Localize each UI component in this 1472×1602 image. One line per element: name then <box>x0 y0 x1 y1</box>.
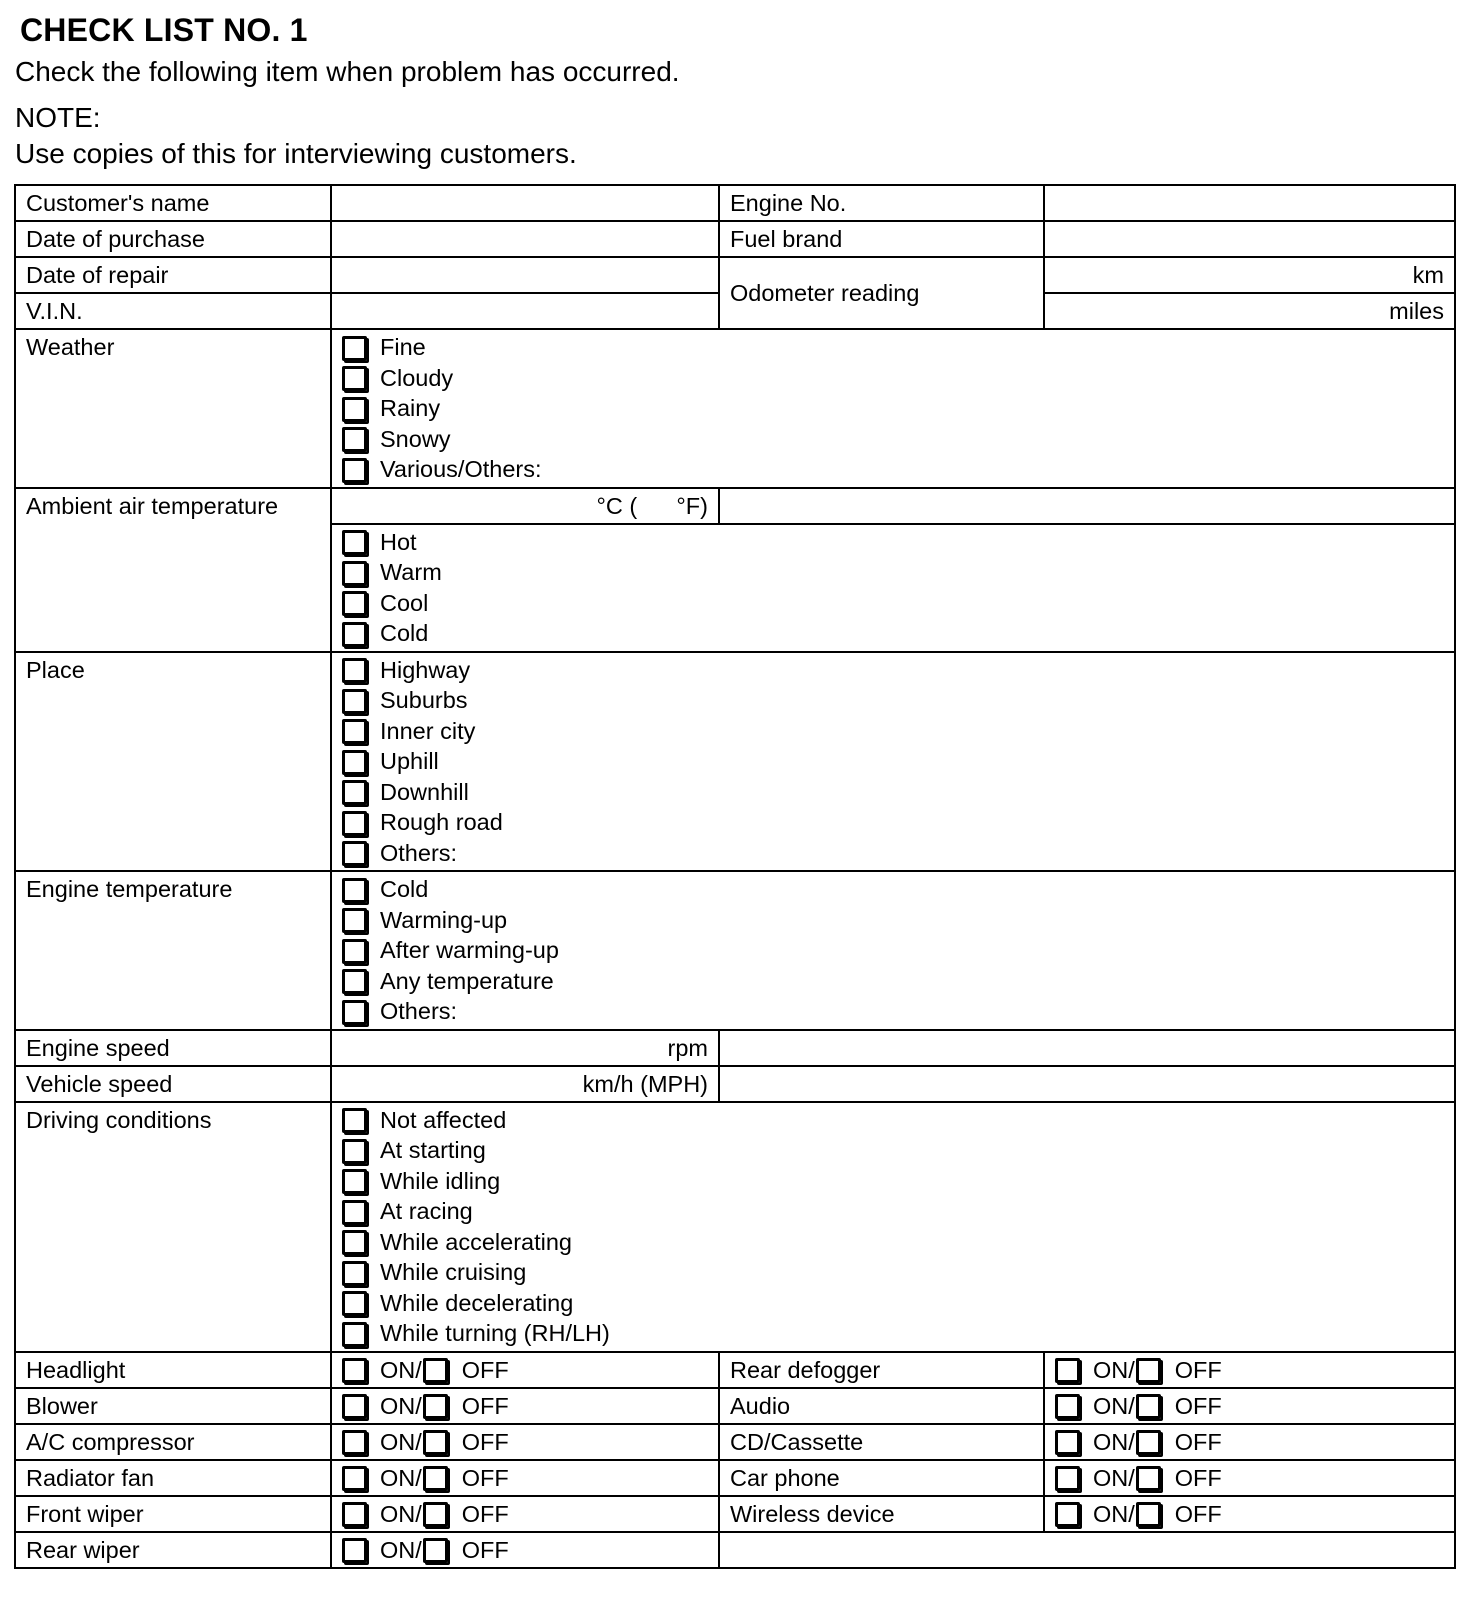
odometer-km-field[interactable]: km <box>1044 257 1455 293</box>
customers-name-field[interactable] <box>331 185 719 221</box>
ambient-option[interactable]: Cool <box>342 588 1444 619</box>
checkbox-icon[interactable] <box>342 561 367 586</box>
on-checkbox-icon[interactable] <box>342 1538 367 1563</box>
on-checkbox-icon[interactable] <box>1055 1502 1080 1527</box>
off-checkbox-icon[interactable] <box>423 1538 448 1563</box>
rear-defogger-onoff: ON/ OFF <box>1044 1352 1455 1388</box>
checkbox-icon[interactable] <box>342 908 367 933</box>
car-phone-onoff: ON/ OFF <box>1044 1460 1455 1496</box>
weather-options <box>331 329 1455 488</box>
on-checkbox-icon[interactable] <box>342 1466 367 1491</box>
rear-wiper-onoff: ON/ OFF <box>331 1532 719 1568</box>
driving-option[interactable]: While accelerating <box>342 1227 1444 1258</box>
off-checkbox-icon[interactable] <box>1136 1430 1161 1455</box>
date-of-repair-label: Date of repair <box>15 257 331 293</box>
engine-no-field[interactable] <box>1044 185 1455 221</box>
on-checkbox-icon[interactable] <box>1055 1430 1080 1455</box>
headlight-onoff: ON/ OFF <box>331 1352 719 1388</box>
radiator-fan-label: Radiator fan <box>15 1460 331 1496</box>
engine-speed-blank <box>719 1030 1455 1066</box>
checkbox-icon[interactable] <box>342 1139 367 1164</box>
checkbox-icon[interactable] <box>342 1169 367 1194</box>
driving-option[interactable]: While cruising <box>342 1257 1444 1288</box>
vin-label: V.I.N. <box>15 293 331 329</box>
checkbox-icon[interactable] <box>342 530 367 555</box>
ac-compressor-label: A/C compressor <box>15 1424 331 1460</box>
engine-temp-options <box>331 871 1455 1030</box>
off-checkbox-icon[interactable] <box>423 1394 448 1419</box>
engine-temp-option[interactable]: Any temperature <box>342 966 1444 997</box>
checkbox-icon[interactable] <box>342 689 367 714</box>
checkbox-icon[interactable] <box>342 1108 367 1133</box>
checkbox-icon[interactable] <box>342 397 367 422</box>
instruction-text: Check the following item when problem has occurred. <box>15 56 680 87</box>
engine-speed-field[interactable]: rpm <box>331 1030 719 1066</box>
vin-field[interactable] <box>331 293 719 329</box>
place-options <box>331 652 1455 872</box>
engine-temp-option[interactable]: Cold <box>342 874 1444 905</box>
ac-compressor-onoff: ON/ OFF <box>331 1424 719 1460</box>
radiator-fan-onoff: ON/ OFF <box>331 1460 719 1496</box>
rear-defogger-label: Rear defogger <box>719 1352 1044 1388</box>
driving-option[interactable]: While decelerating <box>342 1288 1444 1319</box>
engine-temp-label: Engine temperature <box>15 871 331 1030</box>
on-checkbox-icon[interactable] <box>342 1358 367 1383</box>
odometer-reading-label: Odometer reading <box>719 257 1044 329</box>
customers-name-label: Customer's name <box>15 185 331 221</box>
checklist-table <box>14 184 1456 1569</box>
driving-conditions-options <box>331 1102 1455 1352</box>
off-checkbox-icon[interactable] <box>423 1466 448 1491</box>
vehicle-speed-label: Vehicle speed <box>15 1066 331 1102</box>
driving-option[interactable]: At starting <box>342 1135 1444 1166</box>
checkbox-icon[interactable] <box>342 719 367 744</box>
place-option[interactable]: Others: <box>342 838 1444 869</box>
off-checkbox-icon[interactable] <box>423 1358 448 1383</box>
odometer-miles-field[interactable]: miles <box>1044 293 1455 329</box>
place-option[interactable]: Highway <box>342 655 1444 686</box>
note-text: Use copies of this for interviewing customers. <box>15 138 577 169</box>
checkbox-icon[interactable] <box>342 1200 367 1225</box>
checkbox-icon[interactable] <box>342 591 367 616</box>
on-checkbox-icon[interactable] <box>342 1394 367 1419</box>
checkbox-icon[interactable] <box>342 750 367 775</box>
on-checkbox-icon[interactable] <box>1055 1394 1080 1419</box>
rear-wiper-label: Rear wiper <box>15 1532 331 1568</box>
checkbox-icon[interactable] <box>342 969 367 994</box>
front-wiper-onoff: ON/ OFF <box>331 1496 719 1532</box>
fuel-brand-label: Fuel brand <box>719 221 1044 257</box>
checkbox-icon[interactable] <box>342 658 367 683</box>
ambient-option[interactable]: Warm <box>342 557 1444 588</box>
engine-speed-label: Engine speed <box>15 1030 331 1066</box>
page-title: CHECK LIST NO. 1 <box>20 12 308 48</box>
checkbox-icon[interactable] <box>342 366 367 391</box>
cd-cassette-onoff: ON/ OFF <box>1044 1424 1455 1460</box>
ambient-temp-blank <box>719 488 1455 524</box>
audio-label: Audio <box>719 1388 1044 1424</box>
engine-temp-option[interactable]: Others: <box>342 996 1444 1027</box>
driving-option[interactable]: At racing <box>342 1196 1444 1227</box>
off-checkbox-icon[interactable] <box>1136 1394 1161 1419</box>
driving-option[interactable]: Not affected <box>342 1105 1444 1136</box>
on-checkbox-icon[interactable] <box>1055 1358 1080 1383</box>
driving-conditions-label: Driving conditions <box>15 1102 331 1352</box>
engine-temp-option[interactable]: Warming-up <box>342 905 1444 936</box>
wireless-device-label: Wireless device <box>719 1496 1044 1532</box>
ambient-temp-label: Ambient air temperature <box>15 488 331 652</box>
blower-onoff: ON/ OFF <box>331 1388 719 1424</box>
weather-label: Weather <box>15 329 331 488</box>
vehicle-speed-field[interactable]: km/h (MPH) <box>331 1066 719 1102</box>
checkbox-icon[interactable] <box>342 1291 367 1316</box>
ambient-option[interactable]: Cold <box>342 618 1444 649</box>
weather-option[interactable]: Rainy <box>342 393 1444 424</box>
audio-onoff: ON/ OFF <box>1044 1388 1455 1424</box>
place-label: Place <box>15 652 331 872</box>
on-checkbox-icon[interactable] <box>1055 1466 1080 1491</box>
ambient-temp-options <box>331 524 1455 652</box>
vehicle-speed-blank <box>719 1066 1455 1102</box>
car-phone-label: Car phone <box>719 1460 1044 1496</box>
checkbox-icon[interactable] <box>342 1261 367 1286</box>
weather-option[interactable]: Snowy <box>342 424 1444 455</box>
off-checkbox-icon[interactable] <box>423 1502 448 1527</box>
blower-label: Blower <box>15 1388 331 1424</box>
place-option[interactable]: Suburbs <box>342 685 1444 716</box>
checkbox-icon[interactable] <box>342 336 367 361</box>
note-label: NOTE: <box>15 102 101 133</box>
headlight-label: Headlight <box>15 1352 331 1388</box>
weather-option[interactable]: Various/Others: <box>342 454 1444 485</box>
ambient-temp-field[interactable]: °C ( °F) <box>331 488 719 524</box>
front-wiper-label: Front wiper <box>15 1496 331 1532</box>
rear-wiper-blank <box>719 1532 1455 1568</box>
on-checkbox-icon[interactable] <box>342 1430 367 1455</box>
place-option[interactable]: Uphill <box>342 746 1444 777</box>
driving-option[interactable]: While idling <box>342 1166 1444 1197</box>
off-checkbox-icon[interactable] <box>1136 1358 1161 1383</box>
off-checkbox-icon[interactable] <box>1136 1466 1161 1491</box>
wireless-device-onoff: ON/ OFF <box>1044 1496 1455 1532</box>
checkbox-icon[interactable] <box>342 1322 367 1347</box>
engine-no-label: Engine No. <box>719 185 1044 221</box>
place-option[interactable]: Downhill <box>342 777 1444 808</box>
fuel-brand-field[interactable] <box>1044 221 1455 257</box>
checkbox-icon[interactable] <box>342 811 367 836</box>
checkbox-icon[interactable] <box>342 427 367 452</box>
driving-option[interactable]: While turning (RH/LH) <box>342 1318 1444 1349</box>
place-option[interactable]: Rough road <box>342 807 1444 838</box>
checkbox-icon[interactable] <box>342 878 367 903</box>
off-checkbox-icon[interactable] <box>423 1430 448 1455</box>
checkbox-icon[interactable] <box>342 458 367 483</box>
place-option[interactable]: Inner city <box>342 716 1444 747</box>
ambient-option[interactable]: Hot <box>342 527 1444 558</box>
checkbox-icon[interactable] <box>342 1230 367 1255</box>
checkbox-icon[interactable] <box>342 939 367 964</box>
checkbox-icon[interactable] <box>342 1000 367 1025</box>
cd-cassette-label: CD/Cassette <box>719 1424 1044 1460</box>
checkbox-icon[interactable] <box>342 841 367 866</box>
weather-option[interactable]: Fine <box>342 332 1444 363</box>
engine-temp-option[interactable]: After warming-up <box>342 935 1444 966</box>
checkbox-icon[interactable] <box>342 622 367 647</box>
off-checkbox-icon[interactable] <box>1136 1502 1161 1527</box>
date-of-purchase-label: Date of purchase <box>15 221 331 257</box>
date-of-repair-field[interactable] <box>331 257 719 293</box>
checkbox-icon[interactable] <box>342 780 367 805</box>
on-checkbox-icon[interactable] <box>342 1502 367 1527</box>
weather-option[interactable]: Cloudy <box>342 363 1444 394</box>
date-of-purchase-field[interactable] <box>331 221 719 257</box>
